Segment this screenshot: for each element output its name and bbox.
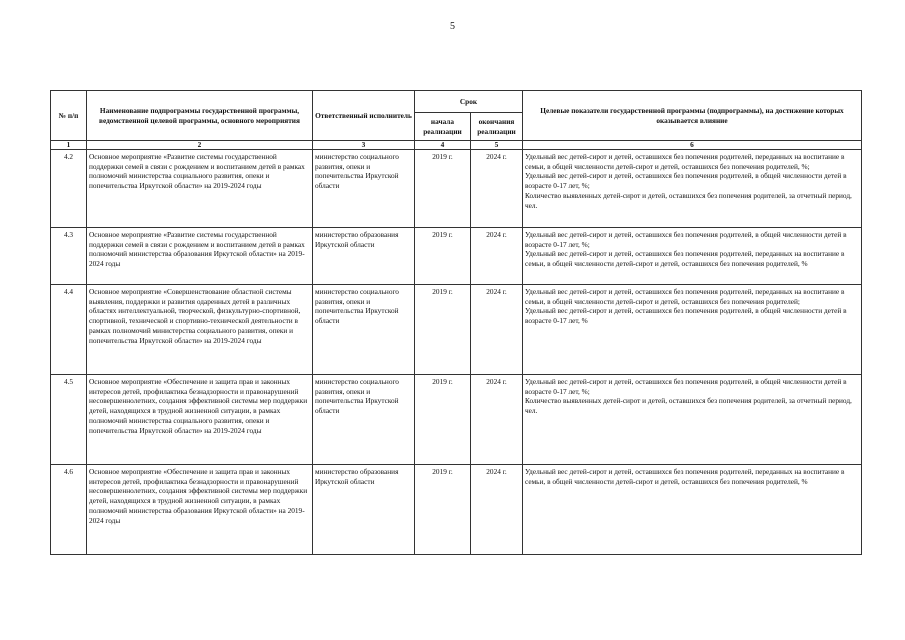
row-indicators: [523, 375, 862, 465]
row-name: Основное мероприятие «Развитие системы государственной поддержки семей в связи с рождением и воспитанием детей в рамках полномочий министерства социального развития, опеки и попечительства Иркутской области» на 2019-2024 годы: [87, 150, 313, 228]
row-name: Основное мероприятие «Совершенствование областной системы выявления, поддержки и развития одаренных детей в различных областях интеллектуальной, творческой, физкультурно-спортивной, спортивной, технической и спортивно-технической деятельности в рамках полномочий министерства социального развития, опеки и попечительства Иркутской области» на 2019-2024 годы: [87, 285, 313, 375]
indicator-line: Удельный вес детей-сирот и детей, оставшихся без попечения родителей, переданных на воспитание в семьи, в общей численности детей-сирот и детей, оставшихся без попечения родителей, %;: [525, 152, 845, 171]
row-start: 2019 г.: [415, 150, 471, 228]
row-indicators: [523, 285, 862, 375]
header-indicators: Целевые показатели государственной программы (подпрограммы), на достижение которых оказывается влияние: [523, 91, 862, 141]
column-number: 1: [51, 141, 87, 150]
indicator-line: Удельный вес детей-сирот и детей, оставшихся без попечения родителей, переданных на воспитание в семьи, в общей численности детей-сирот и детей, оставшихся без попечения родителей, %: [525, 467, 845, 486]
header-end: окончания реализации: [471, 113, 523, 141]
column-number: 2: [87, 141, 313, 150]
row-end: 2024 г.: [471, 285, 523, 375]
row-name: Основное мероприятие «Обеспечение и защита прав и законных интересов детей, профилактика безнадзорности и правонарушений несовершеннолетних, создания эффективной системы мер поддержки детей, находящихся в трудной жизненной ситуации, в рамках полномочий министерства социального развития, опеки и попечительства Иркутской области» на 2019-2024 годы: [87, 375, 313, 465]
column-number: 6: [523, 141, 862, 150]
row-end: 2024 г.: [471, 375, 523, 465]
row-number: 4.6: [51, 465, 87, 555]
indicator-line: Удельный вес детей-сирот и детей, оставшихся без попечения родителей, переданных на воспитание в семьи, в общей численности детей-сирот и детей, оставшихся без попечения родителей;: [525, 287, 845, 306]
row-indicators: [523, 465, 862, 555]
column-number: 3: [313, 141, 415, 150]
row-name: Основное мероприятие «Развитие системы государственной поддержки семей в связи с рождением и воспитанием детей в рамках полномочий министерства образования Иркутской области» на 2019-2024 годы: [87, 228, 313, 285]
row-number: 4.5: [51, 375, 87, 465]
row-number: 4.2: [51, 150, 87, 228]
indicator-line: Удельный вес детей-сирот и детей, оставшихся без попечения родителей, в общей численности детей в возрасте 0-17 лет, %;: [525, 230, 847, 249]
row-number: 4.3: [51, 228, 87, 285]
row-executor: министерство социального развития, опеки и попечительства Иркутской области: [313, 375, 415, 465]
header-executor: Ответственный исполнитель: [313, 91, 415, 141]
row-start: 2019 г.: [415, 375, 471, 465]
program-table: [50, 90, 862, 555]
row-indicators: [523, 228, 862, 285]
indicator-line: Удельный вес детей-сирот и детей, оставшихся без попечения родителей, в общей численности детей в возрасте 0-17 лет, %;: [525, 171, 847, 191]
row-executor: министерство социального развития, опеки и попечительства Иркутской области: [313, 150, 415, 228]
row-executor: министерство образования Иркутской области: [313, 228, 415, 285]
row-name: Основное мероприятие «Обеспечение и защита прав и законных интересов детей, профилактика безнадзорности и правонарушений несовершеннолетних, создания эффективной системы мер поддержки детей, находящихся в трудной жизненной ситуации, в рамках полномочий министерства образования Иркутской области» на 2019-2024 годы: [87, 465, 313, 555]
row-executor: министерство социального развития, опеки и попечительства Иркутской области: [313, 285, 415, 375]
indicator-line: Удельный вес детей-сирот и детей, оставшихся без попечения родителей, в общей численности детей в возрасте 0-17 лет, %;: [525, 377, 847, 396]
row-start: 2019 г.: [415, 285, 471, 375]
table-row: [51, 228, 862, 285]
row-start: 2019 г.: [415, 228, 471, 285]
row-end: 2024 г.: [471, 150, 523, 228]
table-row: [51, 465, 862, 555]
indicator-line: Удельный вес детей-сирот и детей, оставшихся без попечения родителей, в общей численности детей в возрасте 0-17 лет, %: [525, 306, 847, 326]
table-row: [51, 285, 862, 375]
row-start: 2019 г.: [415, 465, 471, 555]
row-executor: министерство образования Иркутской области: [313, 465, 415, 555]
column-number: 5: [471, 141, 523, 150]
indicator-line: Удельный вес детей-сирот и детей, оставшихся без попечения родителей, переданных на воспитание в семьи, в общей численности детей-сирот и детей, оставшихся без попечения родителей, %: [525, 249, 845, 269]
row-number: 4.4: [51, 285, 87, 375]
header-start: начала реализации: [415, 113, 471, 141]
row-end: 2024 г.: [471, 228, 523, 285]
header-num: № п/п: [51, 91, 87, 141]
indicator-line: Количество выявленных детей-сирот и детей, оставшихся без попечения родителей, за отчетный период, чел.: [525, 396, 852, 416]
column-number: 4: [415, 141, 471, 150]
indicator-line: Количество выявленных детей-сирот и детей, оставшихся без попечения родителей, за отчетный период, чел.: [525, 190, 852, 210]
table-row: [51, 150, 862, 228]
table-row: [51, 375, 862, 465]
row-end: 2024 г.: [471, 465, 523, 555]
header-term: Срок: [415, 91, 523, 113]
page-number: 5: [450, 21, 455, 32]
header-name: Наименование подпрограммы государственной программы, ведомственной целевой программы, основного мероприятия: [87, 91, 313, 141]
row-indicators: [523, 150, 862, 228]
